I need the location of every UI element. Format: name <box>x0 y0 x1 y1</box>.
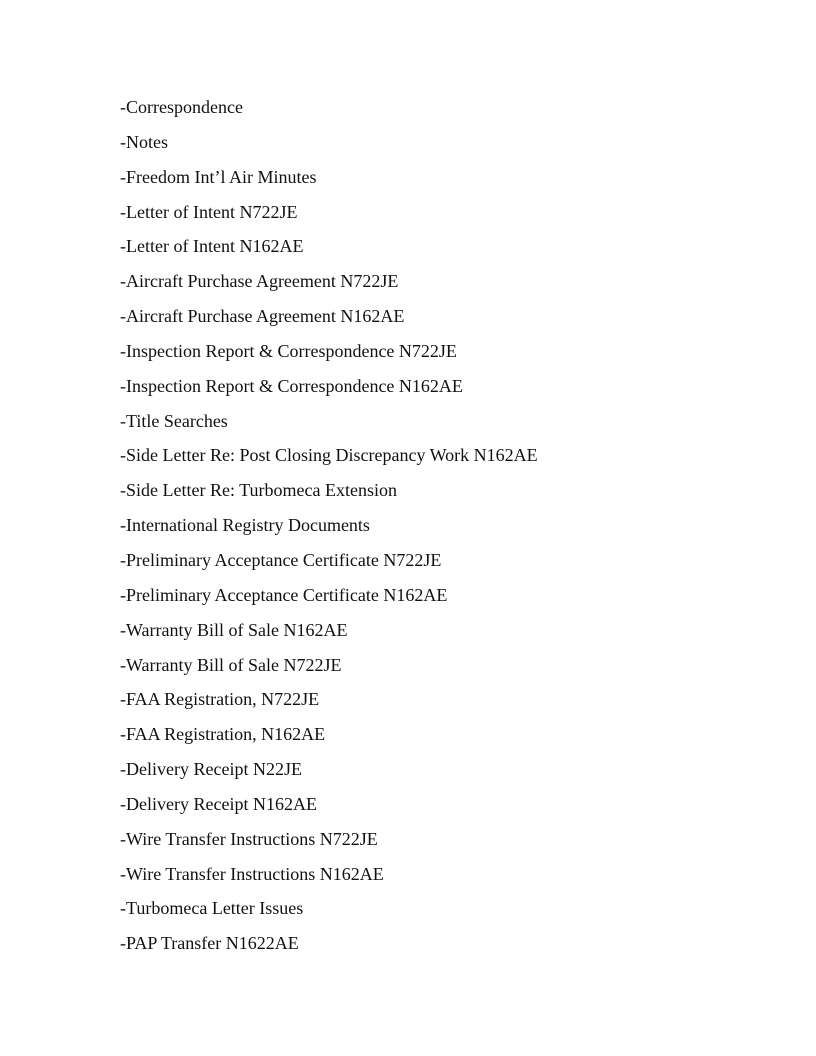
list-item: -Preliminary Acceptance Certificate N162AE <box>120 584 448 605</box>
list-item: -Side Letter Re: Post Closing Discrepancy Work N162AE <box>120 445 538 466</box>
list-item: -Warranty Bill of Sale N722JE <box>120 654 342 675</box>
list-item: -Letter of Intent N722JE <box>120 201 298 222</box>
list-item: -Turbomeca Letter Issues <box>120 898 304 919</box>
list-item: -Title Searches <box>120 410 228 431</box>
list-item: -Delivery Receipt N22JE <box>120 759 302 780</box>
list-item: -Inspection Report & Correspondence N722JE <box>120 340 457 361</box>
list-item: -FAA Registration, N162AE <box>120 724 326 745</box>
list-item: -Inspection Report & Correspondence N162AE <box>120 375 463 396</box>
list-item: -International Registry Documents <box>120 515 370 536</box>
list-item: -Letter of Intent N162AE <box>120 236 304 257</box>
list-item: -Warranty Bill of Sale N162AE <box>120 619 348 640</box>
list-item: -Aircraft Purchase Agreement N162AE <box>120 306 405 327</box>
list-item: -PAP Transfer N1622AE <box>120 933 299 954</box>
list-item: -Freedom Int’l Air Minutes <box>120 166 317 187</box>
list-item: -Preliminary Acceptance Certificate N722JE <box>120 549 442 570</box>
list-item: -Aircraft Purchase Agreement N722JE <box>120 271 399 292</box>
list-item: -Wire Transfer Instructions N722JE <box>120 828 378 849</box>
list-item: -Delivery Receipt N162AE <box>120 793 317 814</box>
document-item-list <box>120 95 538 966</box>
list-item: -Wire Transfer Instructions N162AE <box>120 863 384 884</box>
list-item: -Side Letter Re: Turbomeca Extension <box>120 480 397 501</box>
list-item: -Correspondence <box>120 97 243 117</box>
list-item: -Notes <box>120 131 168 152</box>
list-item: -FAA Registration, N722JE <box>120 689 320 710</box>
